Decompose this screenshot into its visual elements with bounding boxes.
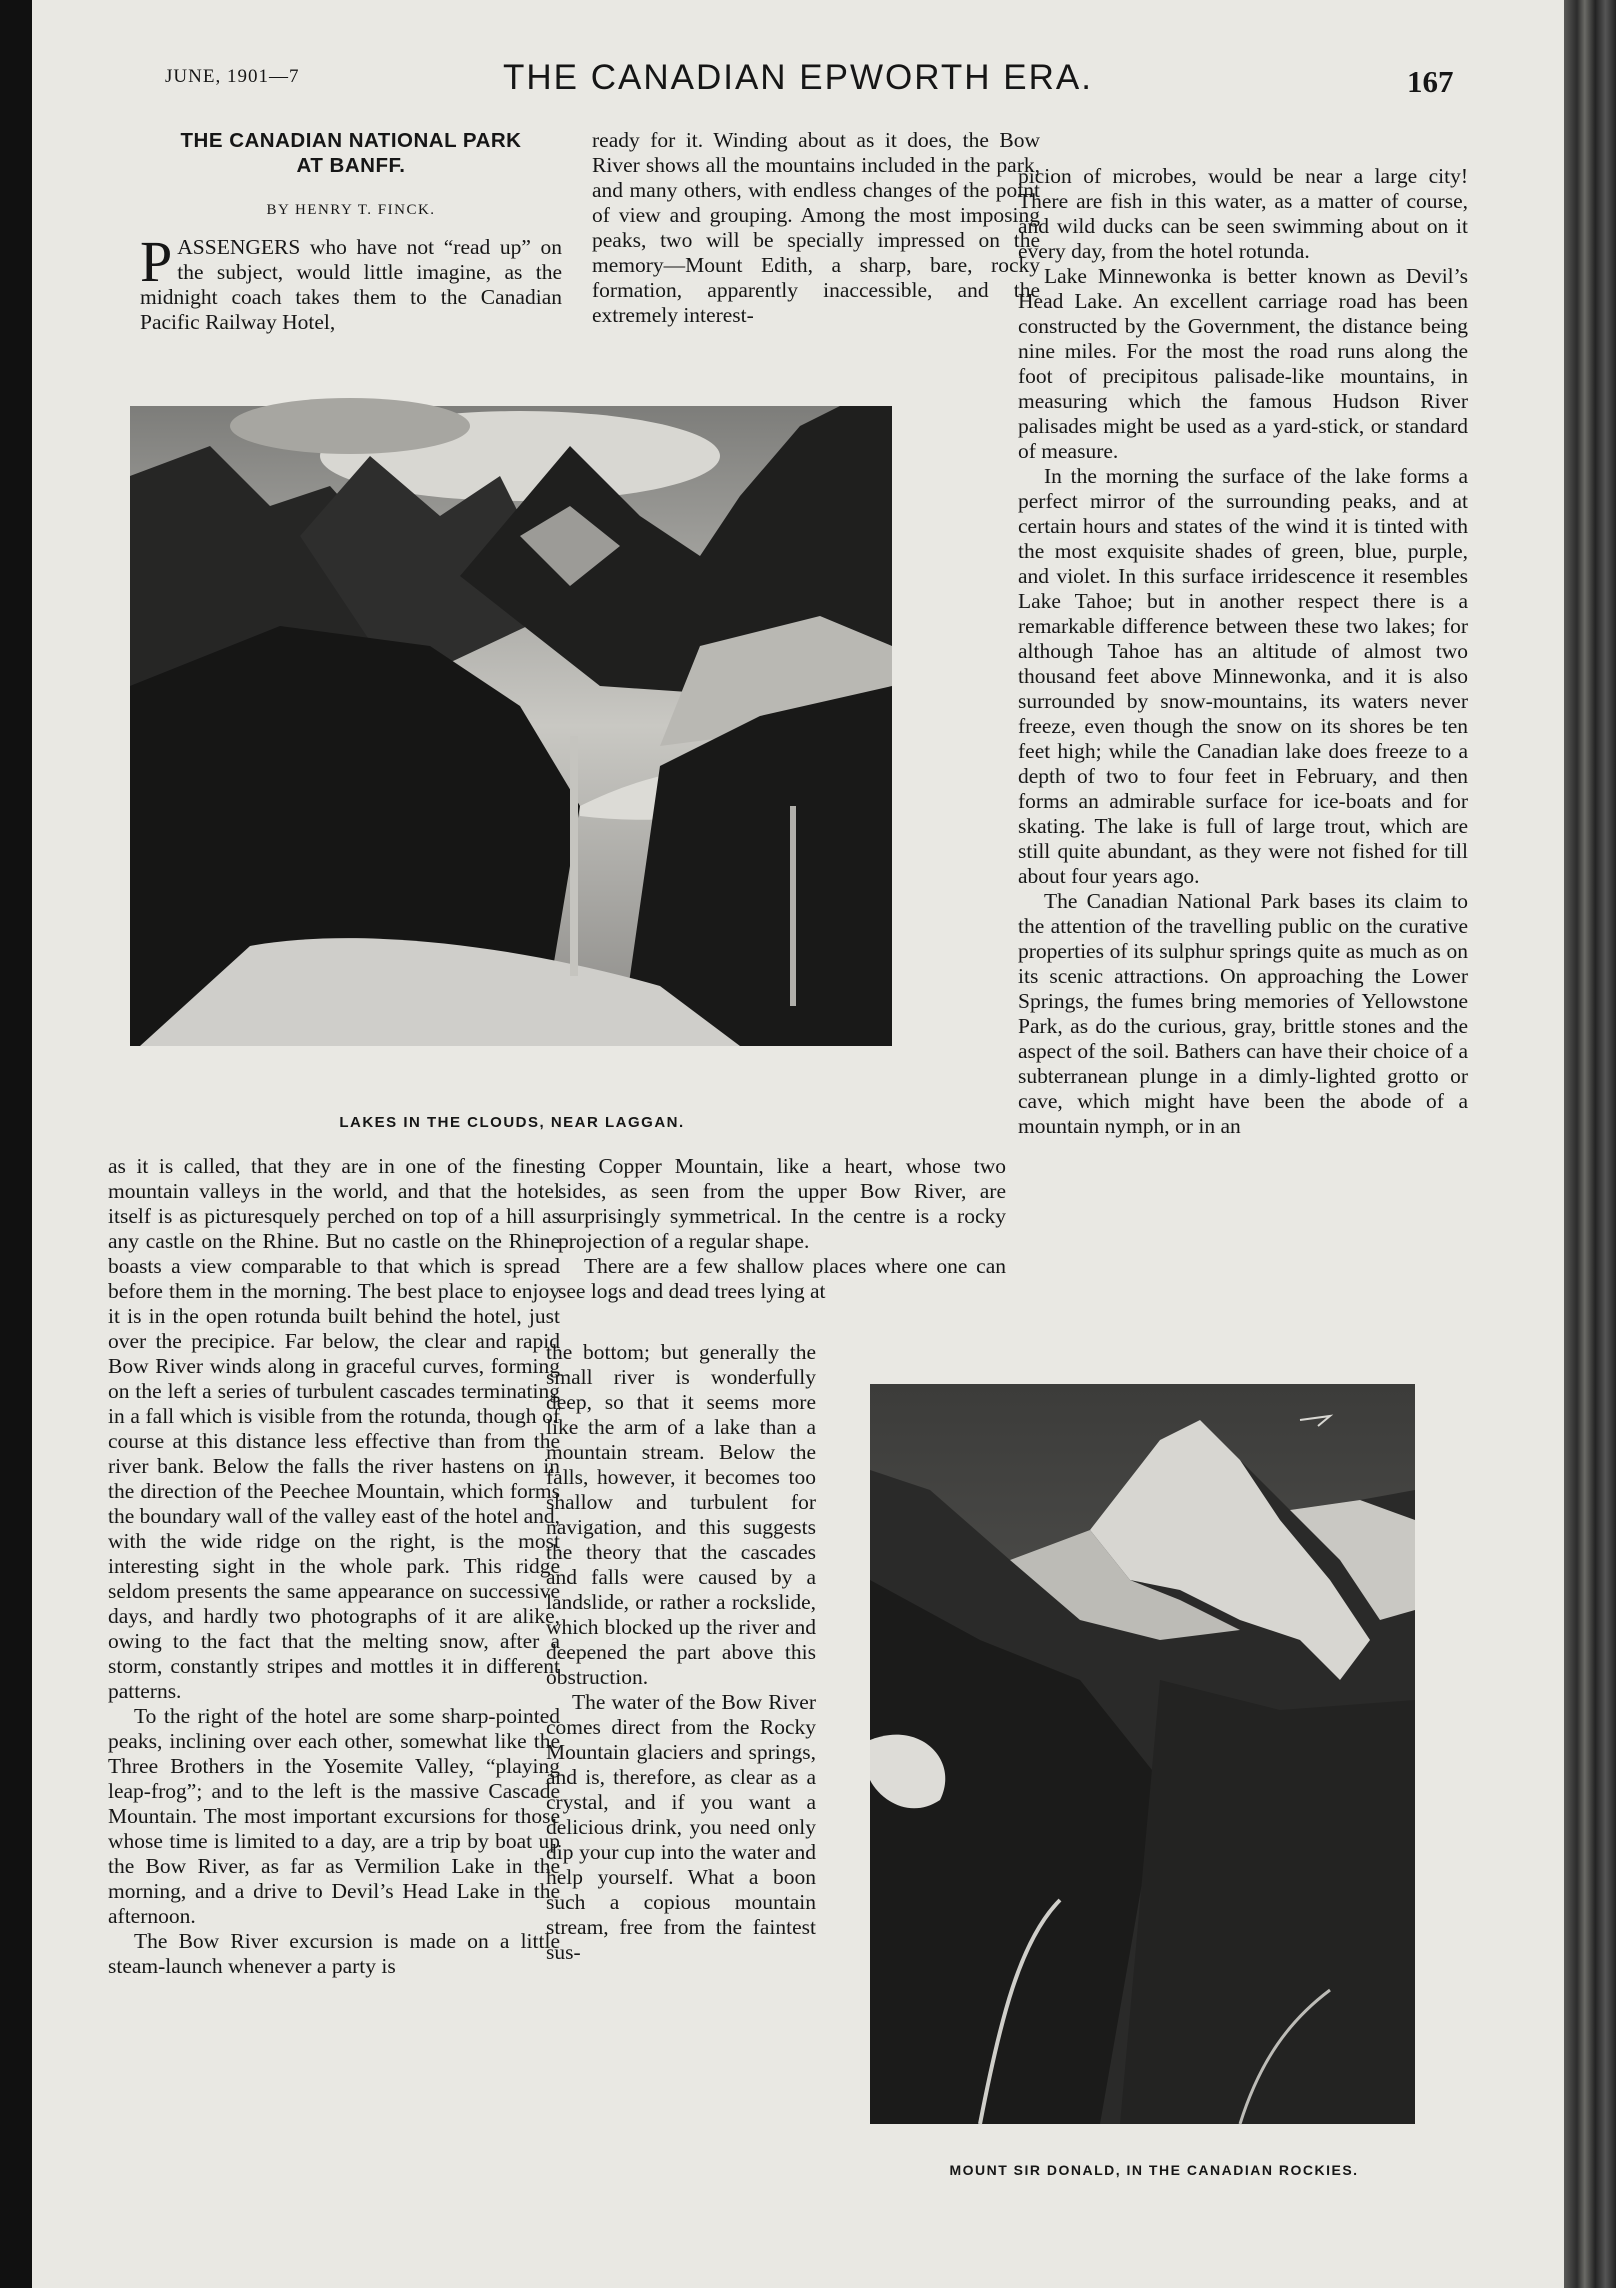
figure-1-caption: LAKES IN THE CLOUDS, NEAR LAGGAN. xyxy=(339,1114,685,1131)
paragraph: There are a few shallow places where one can see logs and dead trees lying at xyxy=(558,1254,1006,1303)
paragraph: The Canadian National Park bases its claim to the attention of the travelling public on the curative properties of its sulphur springs quite as much as on its scenic attractions. On approaching the Lower Springs, the fumes bring memories of Yellowstone Park, as do the curious, gray, brittle stones and the aspect of the soil. Bathers can have their choice of a subterranean plunge in a dimly-lighted grotto or cave, which might have been the abode of a mountain nymph, or in an xyxy=(1018,889,1468,1138)
column-2-bottom-wide xyxy=(558,1154,1006,1304)
opening-paragraph: PASSENGERS who have not “read up” on the subject, would little imagine, as the midnight coach takes them to the Canadian Pacific Railway Hotel, xyxy=(140,229,562,334)
paragraph: ready for it. Winding about as it does, the Bow River shows all the mountains included in the park, and many others, with endless changes of the point of view and grouping. Among the most imposing peaks, two will be specially impressed on the memory—Mount Edith, a sharp, bare, rocky formation, apparently inaccessible, and the extremely interest- xyxy=(592,128,1040,327)
paragraph: In the morning the surface of the lake forms a perfect mirror of the surrounding peaks, and at certain hours and states of the wind it is tinted with the most exquisite shades of green, blue, purple, and violet. In this surface irridescence it resembles Lake Tahoe; but in another respect there is a remarkable difference between these two lakes; for although Tahoe has an altitude of almost two thousand feet above Minnewonka, and it is also surrounded by snow-mountains, its waters never freeze, even though the snow on its shores be ten feet high; while the Canadian lake does freeze to a depth of two to four feet in February, and then forms an admirable surface for ice-boats and for skating. The lake is full of large trout, which are still quite abundant, as they were not fished for till about four years ago. xyxy=(1018,464,1468,888)
paragraph: The water of the Bow River comes direct from the Rocky Mountain glaciers and springs, and is, therefore, as clear as a crystal, and if you want a delicious drink, you need only dip your cup into the water and help yourself. What a boon such a copious mountain stream, free from the faintest sus- xyxy=(546,1690,816,1964)
magazine-page xyxy=(32,0,1564,2288)
column-2-top xyxy=(592,128,1040,328)
article-title: THE CANADIAN NATIONAL PARK AT BANFF. xyxy=(180,129,522,177)
magazine-title: THE CANADIAN EPWORTH ERA. xyxy=(503,58,1093,97)
running-header xyxy=(32,58,1564,128)
paragraph: as it is called, that they are in one of the finest mountain valleys in the world, and that the hotel itself is as picturesquely perched on top of a hill as any castle on the Rhine. But no castle on the Rhine boasts a view comparable to that which is spread before them in the morning. The best place to enjoy it is in the open rotunda built behind the hotel, just over the precipice. Far below, the clear and rapid Bow River winds along in graceful curves, forming on the left a series of turbulent cascades terminating in a fall which is visible from the rotunda, though of course at this distance less effective than from the river bank. Below the falls the river hastens on in the direction of the Peechee Mountain, which forms the boundary wall of the valley east of the hotel and, with the wide ridge on the right, is the most interesting sight in the whole park. This ridge seldom presents the same appearance on successive days, and hardly two photographs of it are alike, owing to the fact that the melting snow, after a storm, constantly stripes and mottles it in different patterns. xyxy=(108,1154,560,1703)
column-3 xyxy=(1018,164,1468,1139)
scan-left-edge xyxy=(0,0,32,2288)
paragraph: picion of microbes, would be near a large city! There are fish in this water, as a matter of course, and wild ducks can be seen swimming about on it every day, from the hotel rotunda. xyxy=(1018,164,1468,263)
paragraph: the bottom; but generally the small river is wonderfully deep, so that it seems more like the arm of a lake than a mountain stream. Below the falls, however, it becomes too shallow and turbulent for navigation, and this suggests the theory that the cascades and falls were caused by a landslide, or rather a rockslide, which blocked up the river and deepened the part above this obstruction. xyxy=(546,1340,816,1689)
paragraph: ing Copper Mountain, like a heart, whose two sides, as seen from the upper Bow River, are surprisingly symmetrical. In the centre is a rocky projection of a regular shape. xyxy=(558,1154,1006,1253)
article-byline: BY HENRY T. FINCK. xyxy=(266,202,436,218)
drop-cap: P xyxy=(140,229,173,294)
column-1-bottom xyxy=(108,1154,560,1979)
column-1-top xyxy=(140,128,562,335)
photo-mount-sir-donald xyxy=(860,1380,1440,2128)
page-number: 167 xyxy=(1407,64,1454,99)
mountain-peak-illustration xyxy=(860,1380,1440,2128)
issue-date: JUNE, 1901—7 xyxy=(165,66,300,87)
book-spine-edge xyxy=(1564,0,1616,2288)
paragraph: Lake Minnewonka is better known as Devil’s Head Lake. An excellent carriage road has been constructed by the Government, the distance being nine miles. For the most the road runs along the foot of precipitous palisade-like mountains, in measuring which the famous Hudson River palisades might be used as a yard-stick, or standard of measure. xyxy=(1018,264,1468,463)
mountain-lake-illustration xyxy=(100,386,930,1062)
figure-2-caption: MOUNT SIR DONALD, IN THE CANADIAN ROCKIES. xyxy=(949,2162,1359,2178)
column-2-bottom-narrow xyxy=(546,1340,816,1965)
paragraph: The Bow River excursion is made on a little steam-launch whenever a party is xyxy=(108,1929,560,1978)
paragraph: To the right of the hotel are some sharp-pointed peaks, inclining over each other, somewhat like the Three Brothers in the Yosemite Valley, “playing leap-frog”; and to the left is the massive Cascade Mountain. The most important excursions for those whose time is limited to a day, are a trip by boat up the Bow River, as far as Vermilion Lake in the morning, and a drive to Devil’s Head Lake in the afternoon. xyxy=(108,1704,560,1928)
photo-lakes-in-the-clouds xyxy=(100,386,930,1062)
